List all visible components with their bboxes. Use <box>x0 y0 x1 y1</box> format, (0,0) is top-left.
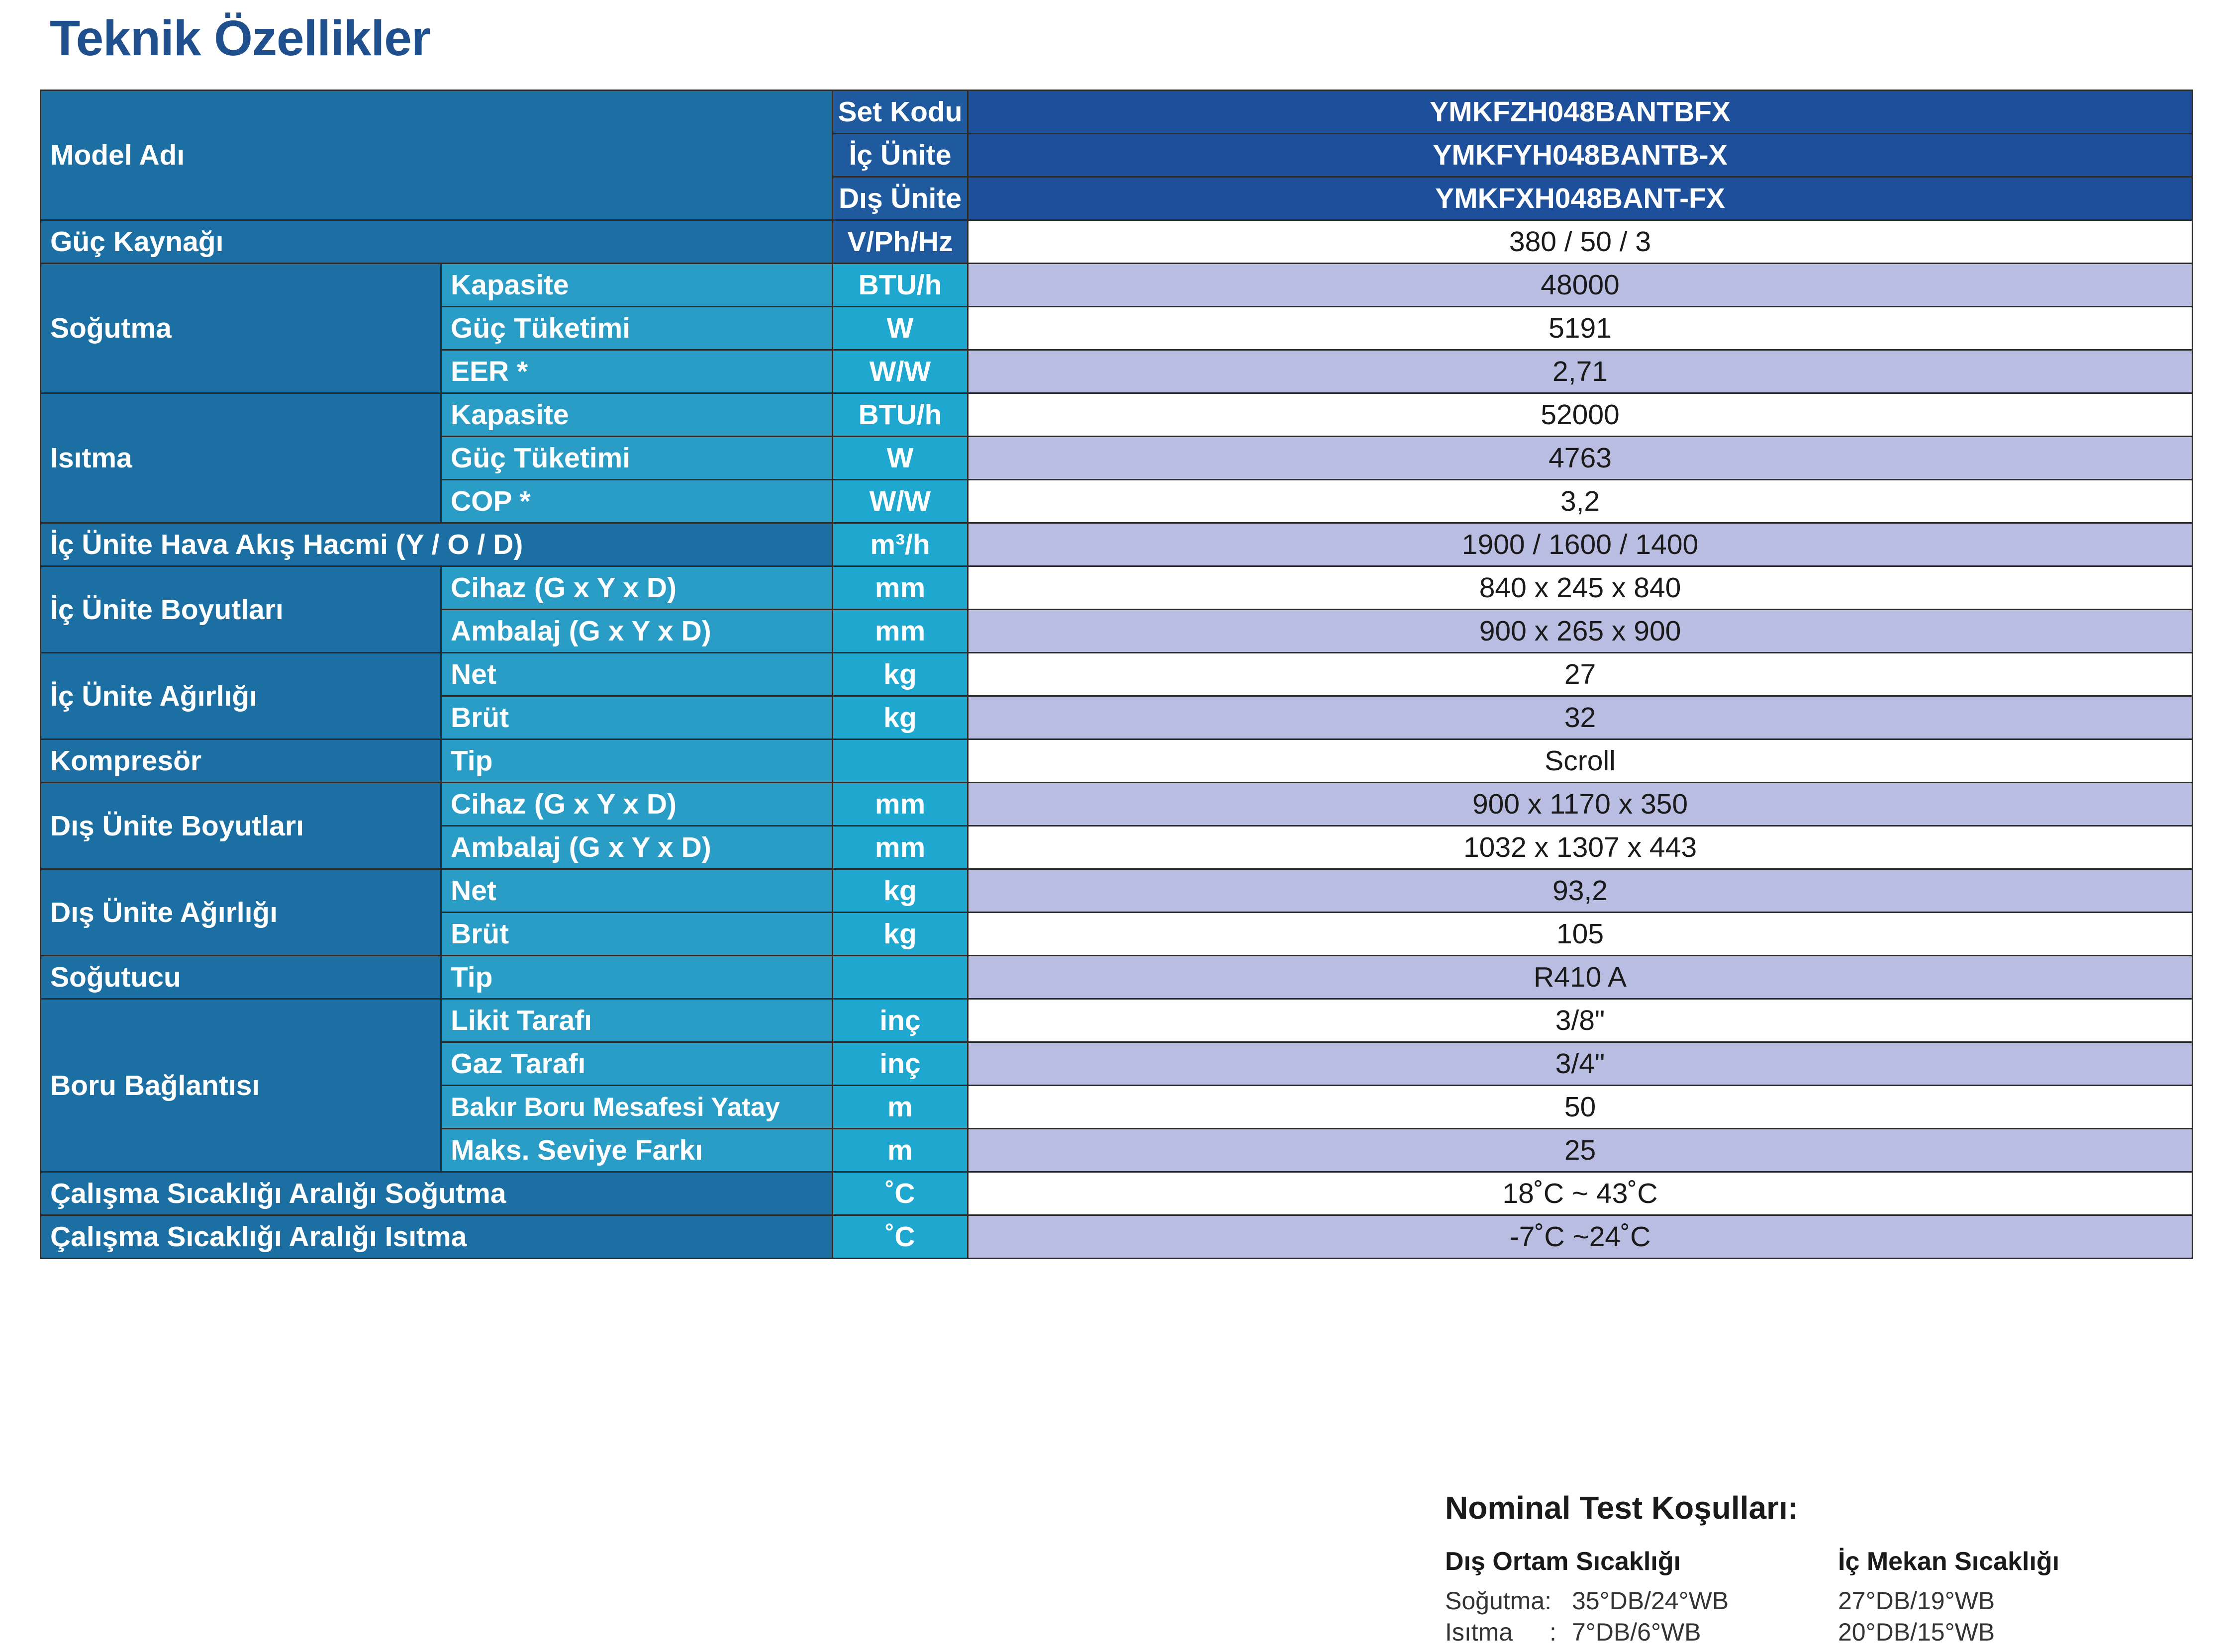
sub-label: Brüt <box>441 696 833 739</box>
spec-table <box>40 90 2193 1259</box>
value-cell: 32 <box>968 696 2193 739</box>
value-cell: YMKFZH048BANTBFX <box>968 91 2193 134</box>
table-row <box>41 739 2193 783</box>
sub-label: Net <box>441 869 833 913</box>
sub-label: Tip <box>441 956 833 999</box>
table-row <box>41 264 2193 307</box>
value-cell: 48000 <box>968 264 2193 307</box>
row-label: İç Ünite Boyutları <box>41 566 441 653</box>
table-row <box>41 653 2193 696</box>
outdoor-header: Dış Ortam Sıcaklığı <box>1445 1547 1681 1576</box>
heating-separator: : <box>1550 1618 1556 1646</box>
value-cell: 50 <box>968 1086 2193 1129</box>
value-cell: 52000 <box>968 393 2193 437</box>
sub-label: Brüt <box>441 913 833 956</box>
unit-cell: inç <box>833 999 968 1042</box>
unit-cell: W <box>833 307 968 350</box>
sub-label: Gaz Tarafı <box>441 1042 833 1086</box>
table-row <box>41 999 2193 1042</box>
table-row <box>41 220 2193 264</box>
cooling-label: Soğutma: <box>1445 1587 1552 1615</box>
page-title: Teknik Özellikler <box>50 10 430 66</box>
value-cell: 5191 <box>968 307 2193 350</box>
sub-label: Maks. Seviye Farkı <box>441 1129 833 1172</box>
unit-cell: mm <box>833 566 968 610</box>
unit-cell: ˚C <box>833 1172 968 1215</box>
sub-label: EER * <box>441 350 833 393</box>
value-cell: Scroll <box>968 739 2193 783</box>
value-cell: 18˚C ~ 43˚C <box>968 1172 2193 1215</box>
unit-cell: W/W <box>833 480 968 523</box>
table-row <box>41 869 2193 913</box>
unit-cell: inç <box>833 1042 968 1086</box>
value-cell: 380 / 50 / 3 <box>968 220 2193 264</box>
sub-label: Bakır Boru Mesafesi Yatay <box>441 1086 833 1129</box>
value-cell: YMKFXH048BANT-FX <box>968 177 2193 220</box>
sub-label: Tip <box>441 739 833 783</box>
sub-label: Ambalaj (G x Y x D) <box>441 610 833 653</box>
table-row <box>41 393 2193 437</box>
value-cell: 1032 x 1307 x 443 <box>968 826 2193 869</box>
value-cell: 93,2 <box>968 869 2193 913</box>
row-label: Soğutma <box>41 264 441 393</box>
unit-cell: V/Ph/Hz <box>833 220 968 264</box>
value-cell: 105 <box>968 913 2193 956</box>
row-label: Çalışma Sıcaklığı Aralığı Isıtma <box>41 1215 833 1259</box>
unit-cell: W <box>833 437 968 480</box>
value-cell: 840 x 245 x 840 <box>968 566 2193 610</box>
value-cell: 27 <box>968 653 2193 696</box>
row-label: Soğutucu <box>41 956 441 999</box>
table-row <box>41 956 2193 999</box>
row-label: Dış Ünite Boyutları <box>41 783 441 869</box>
value-cell: 2,71 <box>968 350 2193 393</box>
unit-cell: kg <box>833 913 968 956</box>
table-row <box>41 783 2193 826</box>
unit-cell: Set Kodu <box>833 91 968 134</box>
value-cell: 3,2 <box>968 480 2193 523</box>
cooling-outdoor: 35°DB/24°WB <box>1572 1587 1729 1615</box>
row-label: Dış Ünite Ağırlığı <box>41 869 441 956</box>
unit-cell: m <box>833 1086 968 1129</box>
table-row <box>41 91 2193 134</box>
sub-label: Güç Tüketimi <box>441 307 833 350</box>
row-label: Boru Bağlantısı <box>41 999 441 1172</box>
sub-label: Güç Tüketimi <box>441 437 833 480</box>
table-row <box>41 1215 2193 1259</box>
model-label: Model Adı <box>41 91 833 220</box>
unit-cell <box>833 956 968 999</box>
value-cell: -7˚C ~24˚C <box>968 1215 2193 1259</box>
heating-label: Isıtma <box>1445 1618 1513 1646</box>
unit-cell: BTU/h <box>833 264 968 307</box>
sub-label: Kapasite <box>441 393 833 437</box>
heating-outdoor: 7°DB/6°WB <box>1572 1618 1701 1646</box>
row-label: Kompresör <box>41 739 441 783</box>
unit-cell: mm <box>833 826 968 869</box>
row-label: Güç Kaynağı <box>41 220 833 264</box>
indoor-header: İç Mekan Sıcaklığı <box>1838 1547 2060 1576</box>
unit-cell: İç Ünite <box>833 134 968 177</box>
row-label: İç Ünite Ağırlığı <box>41 653 441 739</box>
table-row <box>41 566 2193 610</box>
value-cell: 1900 / 1600 / 1400 <box>968 523 2193 566</box>
unit-cell: kg <box>833 653 968 696</box>
unit-cell: ˚C <box>833 1215 968 1259</box>
test-conditions-title: Nominal Test Koşulları: <box>1445 1490 1799 1526</box>
row-label: Çalışma Sıcaklığı Aralığı Soğutma <box>41 1172 833 1215</box>
unit-cell: Dış Ünite <box>833 177 968 220</box>
sub-label: Cihaz (G x Y x D) <box>441 566 833 610</box>
cooling-indoor: 27°DB/19°WB <box>1838 1587 1995 1615</box>
unit-cell: mm <box>833 610 968 653</box>
value-cell: 900 x 1170 x 350 <box>968 783 2193 826</box>
sub-label: Kapasite <box>441 264 833 307</box>
sub-label: Likit Tarafı <box>441 999 833 1042</box>
test-conditions <box>1445 1489 2060 1646</box>
unit-cell: BTU/h <box>833 393 968 437</box>
row-label: Isıtma <box>41 393 441 523</box>
unit-cell: mm <box>833 783 968 826</box>
table-row <box>41 523 2193 566</box>
sub-label: Ambalaj (G x Y x D) <box>441 826 833 869</box>
value-cell: 3/4" <box>968 1042 2193 1086</box>
sub-label: Cihaz (G x Y x D) <box>441 783 833 826</box>
row-label: İç Ünite Hava Akış Hacmi (Y / O / D) <box>41 523 833 566</box>
value-cell: 3/8" <box>968 999 2193 1042</box>
heating-indoor: 20°DB/15°WB <box>1838 1618 1995 1646</box>
unit-cell: m <box>833 1129 968 1172</box>
unit-cell <box>833 739 968 783</box>
value-cell: 25 <box>968 1129 2193 1172</box>
unit-cell: kg <box>833 696 968 739</box>
sub-label: COP * <box>441 480 833 523</box>
sub-label: Net <box>441 653 833 696</box>
table-row <box>41 1172 2193 1215</box>
value-cell: YMKFYH048BANTB-X <box>968 134 2193 177</box>
value-cell: 900 x 265 x 900 <box>968 610 2193 653</box>
unit-cell: W/W <box>833 350 968 393</box>
value-cell: R410 A <box>968 956 2193 999</box>
unit-cell: kg <box>833 869 968 913</box>
value-cell: 4763 <box>968 437 2193 480</box>
unit-cell: m³/h <box>833 523 968 566</box>
